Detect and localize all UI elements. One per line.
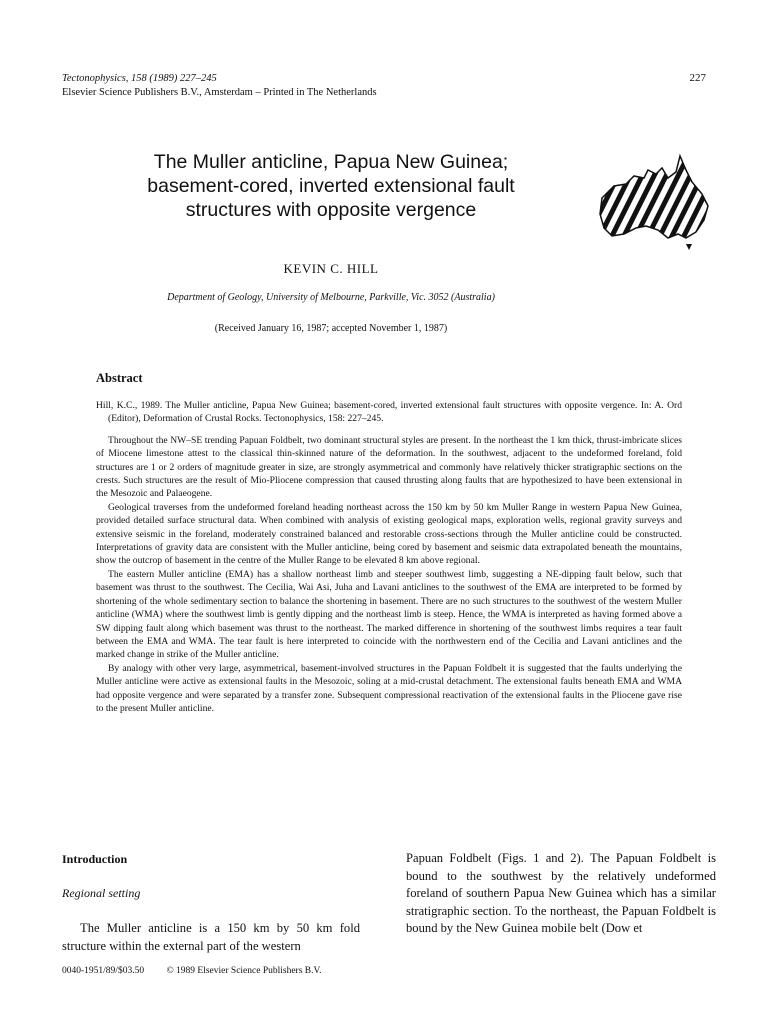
author-affiliation: Department of Geology, University of Melbourne, Parkville, Vic. 3052 (Australia) xyxy=(167,292,495,303)
abstract-body xyxy=(96,399,682,715)
journal-header xyxy=(62,72,377,100)
abstract-paragraph: The eastern Muller anticline (EMA) has a shallow northeast limb and steeper southwest limb, suggesting a NE-dipping fault below, such that basement was thrust to the southwest. The Cecilia, Wai Asi, Juha and Lavani anticlines to the southwest of the EMA are interpreted to be formed by shortening of the whole sedimentary section to balance the shortening in basement. There are no such structures to the southwest of the western Muller anticline (WMA) where the southwest limb is gently dipping and the northeast limb is steep. Hence, the WMA is interpreted as having formed above a SW dipping fault along which basement was thrust to the northeast. The marked difference in shortening of the southwest limbs requires a tear fault between the EMA and WMA. The tear fault is here interpreted to coincide with the northwestern end of the Cecilia and Lavani anticlines and the marked change in strike of the Muller anticline. xyxy=(96,568,682,661)
regional-setting-subheading: Regional setting xyxy=(62,886,141,900)
author-name: KEVIN C. HILL xyxy=(283,261,379,276)
issn-price: 0040-1951/89/$03.50 xyxy=(62,966,145,976)
article-title xyxy=(70,150,592,222)
introduction-heading: Introduction xyxy=(62,852,128,866)
title-line-2: basement-cored, inverted extensional fault xyxy=(147,175,515,197)
abstract-heading: Abstract xyxy=(96,371,143,385)
copyright: © 1989 Elsevier Science Publishers B.V. xyxy=(166,966,322,976)
abstract-paragraph: Geological traverses from the undeformed foreland heading northeast across the 150 km by 50 km Muller Range in western Papua New Guinea, provided detailed surface structural data. When combined with analysis of existing geological maps, exploration wells, regional gravity surveys and extensive seismic in the foreland, moderately constrained balanced and restorable cross-sections through the Muller anticline could be constructed. Interpretations of gravity data are consistent with the Muller anticline, being cored by basement and seismic data extrapolated beneath the mountains, show the outcrop of basement in the centre of the Muller Range to be elevated 8 km above regional. xyxy=(96,501,682,567)
page-number: 227 xyxy=(689,72,706,84)
abstract-paragraph: By analogy with other very large, asymmetrical, basement-involved structures in the Papuan Foldbelt it is suggested that the faults underlying the Muller anticline were active as extensional faults in the Mesozoic, soling at a mid-crustal detachment. The extensional faults beneath EMA and WMA had opposite vergence and were separated by a transfer zone. Subsequent compressional reactivation of the extensional faults in the Pliocene gave rise to the present Muller anticline. xyxy=(96,662,682,714)
received-dates: (Received January 16, 1987; accepted November 1, 1987) xyxy=(214,323,448,334)
intro-right-column: Papuan Foldbelt (Figs. 1 and 2). The Papuan Foldbelt is bound to the southwest by the relatively undeformed foreland of southern Papua New Guinea which has a similar stratigraphic section. To the northeast, the Papuan Foldbelt is bound by the New Guinea mobile belt (Dow et xyxy=(406,851,716,935)
title-line-1: The Muller anticline, Papua New Guinea; xyxy=(153,151,509,173)
australia-map-logo xyxy=(592,148,716,258)
publisher-line: Elsevier Science Publishers B.V., Amsterdam – Printed in The Netherlands xyxy=(62,87,377,98)
abstract-citation: Hill, K.C., 1989. The Muller anticline, Papua New Guinea; basement-cored, inverted extensional fault structures with opposite vergence. In: A. Ord (Editor), Deformation of Crustal Rocks. Tectonophysics, 158: 227–245. xyxy=(96,400,682,425)
intro-left-column: The Muller anticline is a 150 km by 50 km fold structure within the external part of the western xyxy=(62,921,360,953)
abstract-paragraph: Throughout the NW–SE trending Papuan Foldbelt, two dominant structural styles are present. In the northeast the 1 km thick, thrust-imbricate slices of Miocene limestone attest to the classical thin-skinned nature of the deformation. In the southwest, adjacent to the undeformed foreland, fold structures are 1 or 2 orders of magnitude greater in size, are strongly asymmetrical and commonly have relatively thicker stratigraphic sections on the crests. Such structures are the result of Mio-Pliocene compression that caused thrusting along faults that are hypothesized to have been extensional in the Mesozoic and Palaeogene. xyxy=(96,434,682,500)
page-footer xyxy=(62,966,342,976)
journal-citation: Tectonophysics, 158 (1989) 227–245 xyxy=(62,73,217,84)
title-line-3: structures with opposite vergence xyxy=(185,199,477,221)
